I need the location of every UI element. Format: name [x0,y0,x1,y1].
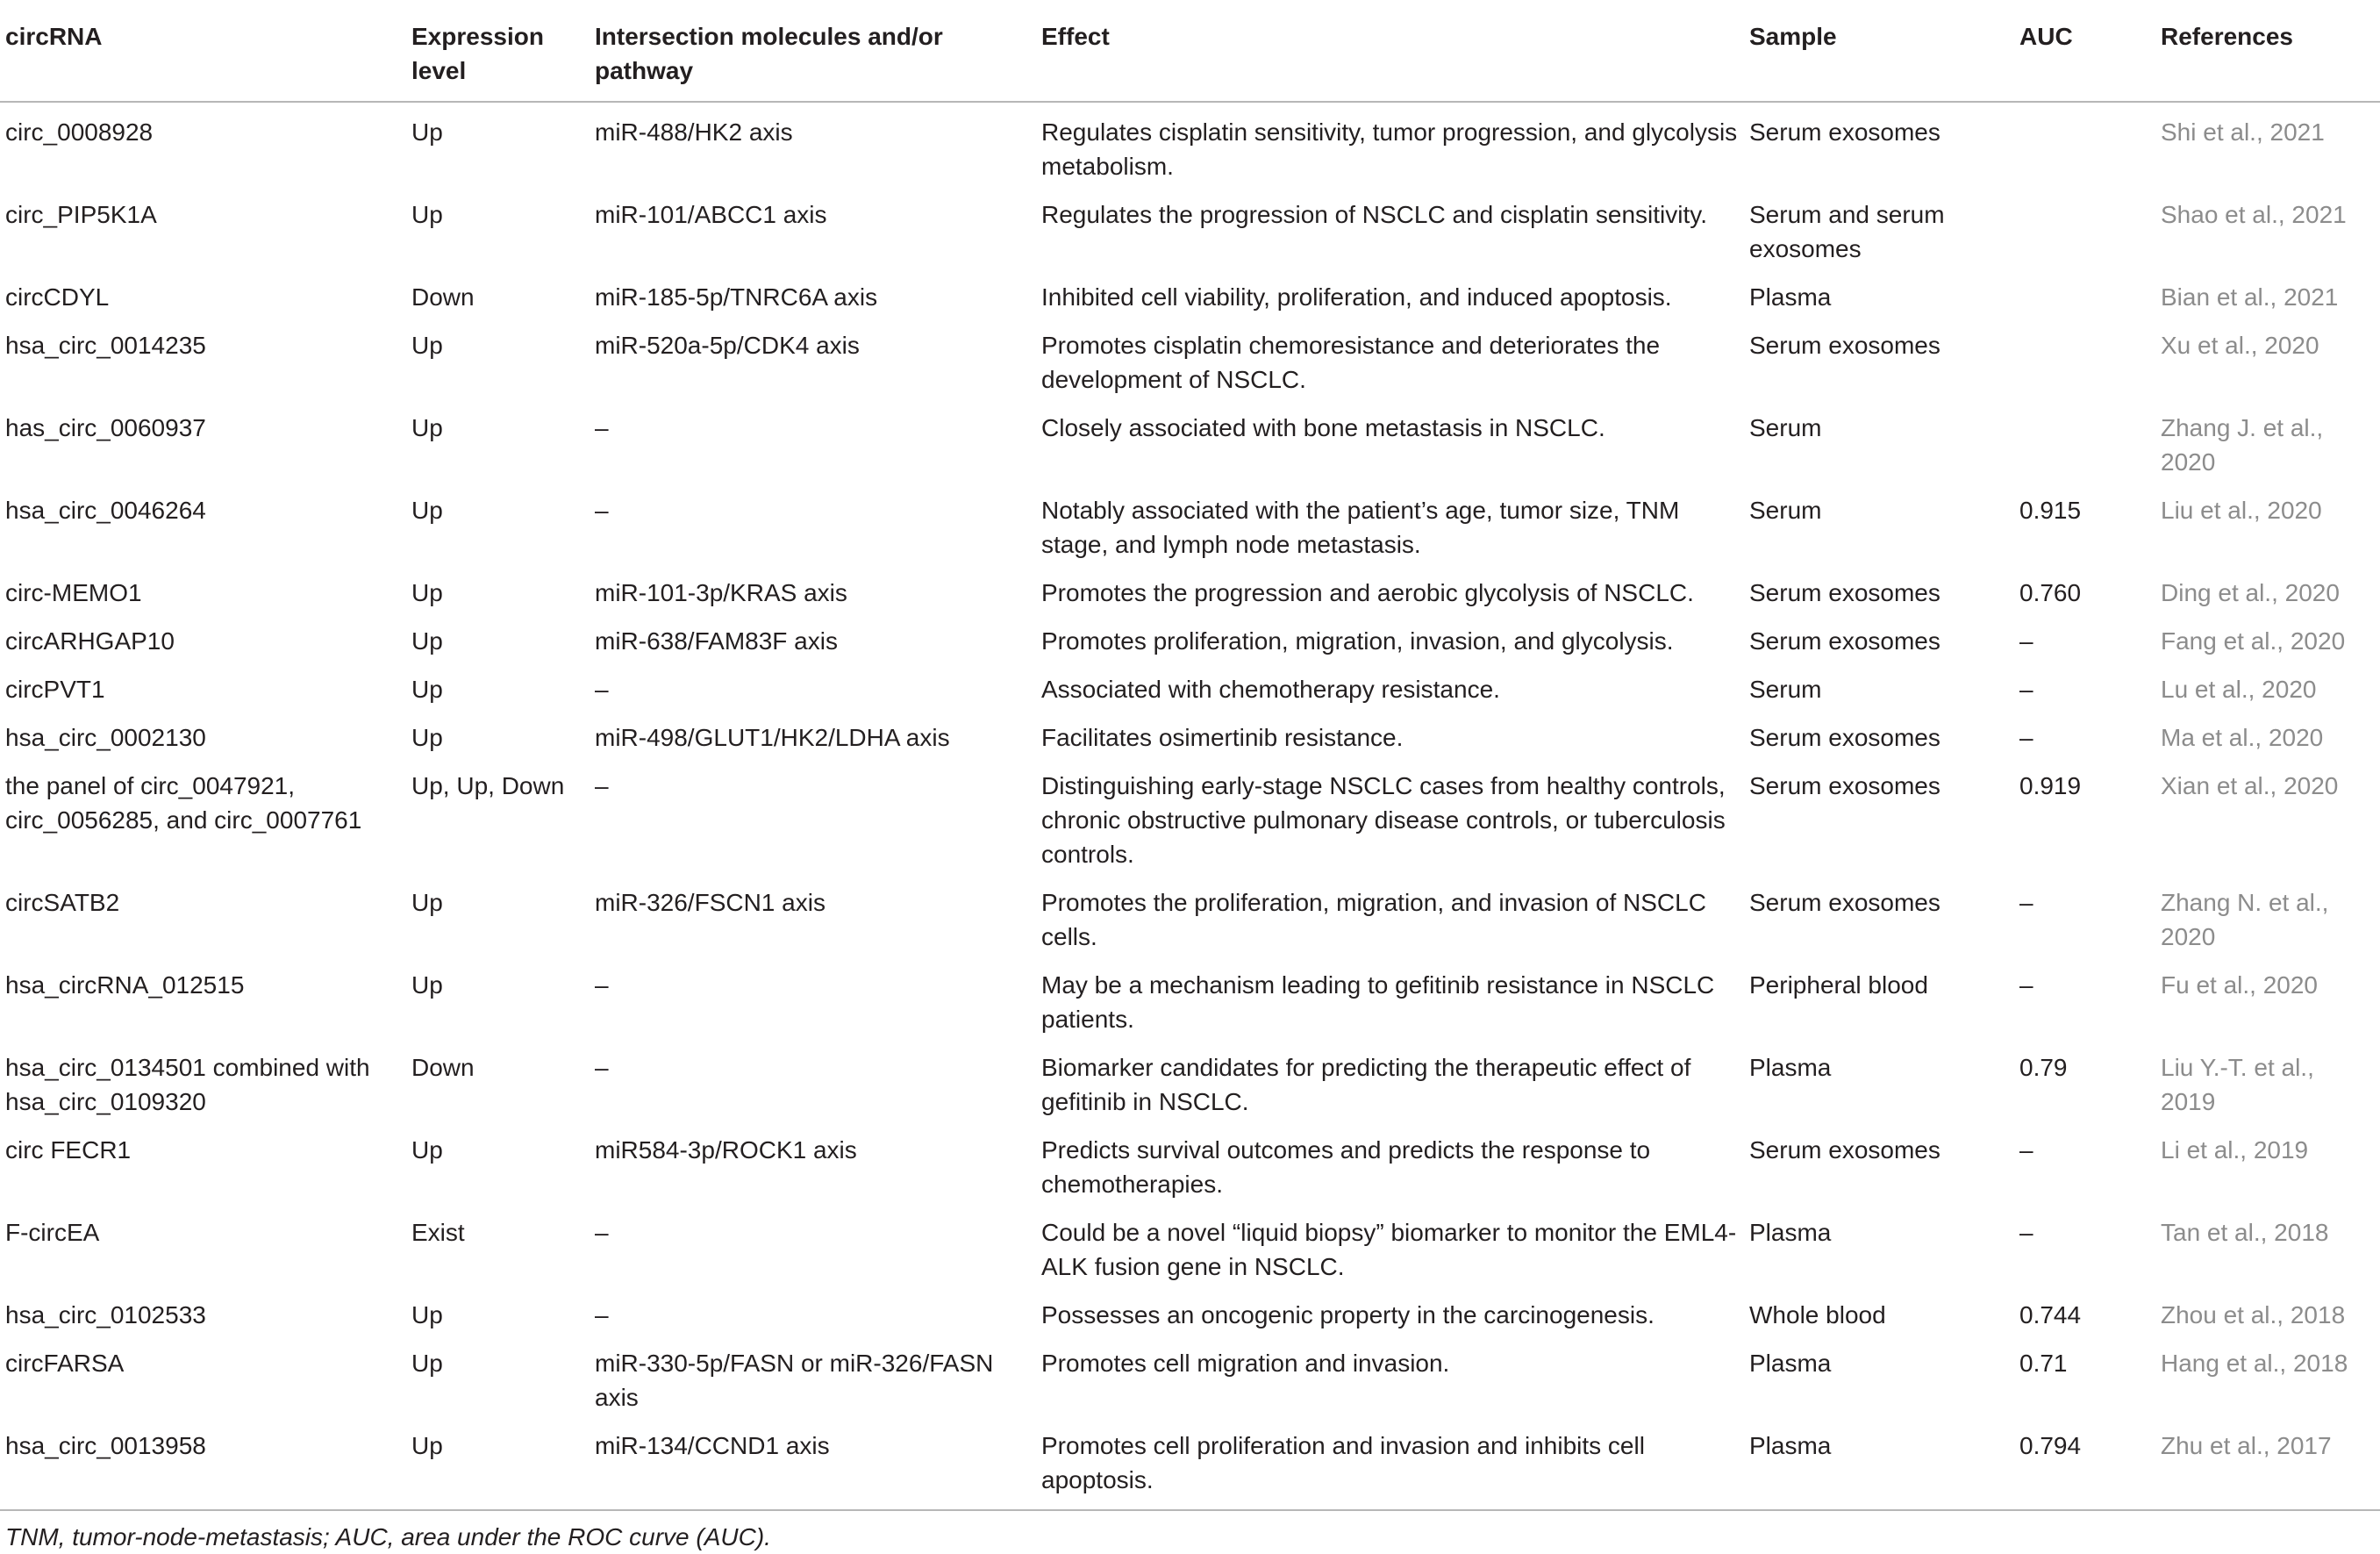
cell-pathway: miR-134/CCND1 axis [595,1432,830,1459]
cell-sample: Serum [1749,676,1822,703]
table-row [0,321,2380,404]
cell-auc [2014,321,2155,404]
cell-reference[interactable]: Xian et al., 2020 [2161,772,2339,799]
table-row [0,1339,2380,1422]
cell-expression-level: Up [411,579,443,606]
cell-circrna: hsa_circ_0102533 [5,1301,206,1328]
cell-effect: Regulates the progression of NSCLC and cisplatin sensitivity. [1041,201,1707,228]
cell-pathway: – [595,676,609,703]
cell-expression-level: Up [411,889,443,916]
cell-pathway: miR-185-5p/TNRC6A axis [595,283,878,311]
cell-expression-level: Up [411,1432,443,1459]
table-header [0,0,2380,102]
cell-effect: Closely associated with bone metastasis in NSCLC. [1041,414,1605,441]
cell-reference[interactable]: Li et al., 2019 [2161,1136,2309,1164]
cell-circrna: circPVT1 [5,676,105,703]
cell-circrna: has_circ_0060937 [5,414,206,441]
cell-expression-level: Up, Up, Down [411,772,565,799]
table-row [0,617,2380,665]
cell-auc [2014,273,2155,321]
cell-reference[interactable]: Shao et al., 2021 [2161,201,2347,228]
table-row [0,878,2380,961]
table-row [0,762,2380,878]
cell-auc [2014,404,2155,486]
cell-auc: – [2019,971,2033,999]
table-row [0,404,2380,486]
cell-circrna: circ FECR1 [5,1136,132,1164]
cell-sample: Serum exosomes [1749,332,1940,359]
cell-auc: 0.71 [2019,1350,2068,1377]
cell-pathway: – [595,971,609,999]
cell-auc: 0.79 [2019,1054,2068,1081]
table-row [0,1043,2380,1126]
cell-reference[interactable]: Shi et al., 2021 [2161,118,2325,146]
cell-sample: Serum exosomes [1749,118,1940,146]
cell-circrna: hsa_circ_0013958 [5,1432,206,1459]
cell-pathway: – [595,772,609,799]
table-row [0,1208,2380,1291]
cell-reference[interactable]: Liu Y.-T. et al., 2019 [2161,1054,2314,1115]
cell-effect: Promotes the proliferation, migration, and invasion of NSCLC cells. [1041,889,1706,950]
cell-pathway: miR-520a-5p/CDK4 axis [595,332,860,359]
cell-expression-level: Up [411,724,443,751]
cell-circrna: circCDYL [5,283,110,311]
cell-expression-level: Down [411,1054,475,1081]
cell-circrna: circARHGAP10 [5,627,175,655]
cell-effect: Promotes cisplatin chemoresistance and deteriorates the development of NSCLC. [1041,332,1661,393]
cell-auc: – [2019,676,2033,703]
cell-circrna: circFARSA [5,1350,125,1377]
cell-circrna: hsa_circRNA_012515 [5,971,245,999]
cell-pathway: miR584-3p/ROCK1 axis [595,1136,857,1164]
cell-sample: Plasma [1749,1219,1832,1246]
cell-effect: Distinguishing early-stage NSCLC cases from healthy controls, chronic obstructive pulmonary disease controls, or tuberculosis controls. [1041,772,1726,868]
cell-pathway: miR-498/GLUT1/HK2/LDHA axis [595,724,950,751]
cell-reference[interactable]: Lu et al., 2020 [2161,676,2317,703]
cell-auc: – [2019,724,2033,751]
cell-reference[interactable]: Fu et al., 2020 [2161,971,2319,999]
cell-effect: Possesses an oncogenic property in the carcinogenesis. [1041,1301,1655,1328]
cell-circrna: the panel of circ_0047921, circ_0056285, and circ_0007761 [5,772,362,834]
cell-effect: May be a mechanism leading to gefitinib resistance in NSCLC patients. [1041,971,1715,1033]
cell-expression-level: Up [411,414,443,441]
header-row [0,0,2380,102]
table-body [0,102,2380,1510]
cell-pathway: miR-326/FSCN1 axis [595,889,825,916]
cell-sample: Plasma [1749,1054,1832,1081]
cell-expression-level: Up [411,1350,443,1377]
cell-sample: Serum and serum exosomes [1749,201,1945,262]
cell-auc: 0.760 [2019,579,2082,606]
cell-pathway: – [595,1219,609,1246]
cell-expression-level: Up [411,118,443,146]
cell-circrna: hsa_circ_0046264 [5,497,206,524]
table-row [0,569,2380,617]
header-expression-level: Expression level [411,23,544,84]
table-row [0,190,2380,273]
cell-auc [2014,102,2155,190]
cell-pathway: – [595,414,609,441]
cell-expression-level: Up [411,1301,443,1328]
cell-sample: Plasma [1749,1432,1832,1459]
cell-auc: 0.915 [2019,497,2082,524]
cell-effect: Predicts survival outcomes and predicts the response to chemotherapies. [1041,1136,1651,1198]
table-footnote: TNM, tumor-node-metastasis; AUC, area under the ROC curve (AUC). [5,1523,771,1550]
cell-sample: Plasma [1749,1350,1832,1377]
cell-effect: Promotes cell proliferation and invasion and inhibits cell apoptosis. [1041,1432,1645,1493]
cell-auc: – [2019,1136,2033,1164]
cell-sample: Serum exosomes [1749,772,1940,799]
cell-reference[interactable]: Zhu et al., 2017 [2161,1432,2332,1459]
table-row [0,1291,2380,1339]
cell-auc: 0.919 [2019,772,2082,799]
cell-pathway: miR-101-3p/KRAS axis [595,579,847,606]
table-row [0,1126,2380,1208]
cell-pathway: – [595,1054,609,1081]
cell-expression-level: Up [411,971,443,999]
cell-reference[interactable]: Liu et al., 2020 [2161,497,2322,524]
cell-sample: Serum exosomes [1749,627,1940,655]
cell-expression-level: Up [411,627,443,655]
cell-pathway: miR-638/FAM83F axis [595,627,838,655]
cell-auc: – [2019,889,2033,916]
header-effect: Effect [1041,23,1110,50]
cell-auc: – [2019,1219,2033,1246]
cell-circrna: circ_PIP5K1A [5,201,157,228]
cell-sample: Peripheral blood [1749,971,1928,999]
cell-sample: Serum exosomes [1749,579,1940,606]
cell-sample: Serum [1749,497,1822,524]
cell-pathway: miR-330-5p/FASN or miR-326/FASN axis [595,1350,994,1411]
table-row [0,102,2380,190]
cell-circrna: hsa_circ_0014235 [5,332,206,359]
cell-sample: Plasma [1749,283,1832,311]
cell-circrna: hsa_circ_0002130 [5,724,206,751]
cell-effect: Promotes the progression and aerobic glycolysis of NSCLC. [1041,579,1694,606]
table-row [0,713,2380,762]
cell-reference[interactable]: Hang et al., 2018 [2161,1350,2348,1377]
cell-effect: Could be a novel “liquid biopsy” biomarker to monitor the EML4-ALK fusion gene in NSCLC. [1041,1219,1737,1280]
cell-expression-level: Up [411,497,443,524]
cell-auc: 0.794 [2019,1432,2082,1459]
header-auc: AUC [2019,23,2073,50]
header-intersection-pathway: Intersection molecules and/or pathway [595,23,943,84]
cell-reference[interactable]: Bian et al., 2021 [2161,283,2339,311]
cell-reference[interactable]: Xu et al., 2020 [2161,332,2319,359]
cell-auc: – [2019,627,2033,655]
cell-effect: Facilitates osimertinib resistance. [1041,724,1404,751]
cell-circrna: hsa_circ_0134501 combined with hsa_circ_0109320 [5,1054,370,1115]
cell-sample: Serum exosomes [1749,724,1940,751]
cell-effect: Promotes cell migration and invasion. [1041,1350,1450,1377]
cell-effect: Regulates cisplatin sensitivity, tumor progression, and glycolysis metabolism. [1041,118,1738,180]
cell-circrna: circ-MEMO1 [5,579,142,606]
cell-pathway: miR-488/HK2 axis [595,118,793,146]
cell-reference[interactable]: Zhang J. et al., 2020 [2161,414,2324,476]
cell-effect: Promotes proliferation, migration, invasion, and glycolysis. [1041,627,1674,655]
cell-auc: 0.744 [2019,1301,2082,1328]
cell-effect: Notably associated with the patient’s age, tumor size, TNM stage, and lymph node metastasis. [1041,497,1680,558]
cell-pathway: miR-101/ABCC1 axis [595,201,827,228]
cell-reference[interactable]: Zhang N. et al., 2020 [2161,889,2329,950]
cell-reference[interactable]: Ma et al., 2020 [2161,724,2324,751]
cell-sample: Serum exosomes [1749,889,1940,916]
cell-expression-level: Up [411,676,443,703]
header-references: References [2161,23,2293,50]
cell-sample: Serum [1749,414,1822,441]
header-circrna: circRNA [5,23,103,50]
cell-expression-level: Up [411,332,443,359]
cell-circrna: circSATB2 [5,889,120,916]
cell-reference[interactable]: Zhou et al., 2018 [2161,1301,2346,1328]
cell-reference[interactable]: Ding et al., 2020 [2161,579,2340,606]
cell-effect: Associated with chemotherapy resistance. [1041,676,1500,703]
cell-circrna: circ_0008928 [5,118,154,146]
cell-circrna: F-circEA [5,1219,100,1246]
header-sample: Sample [1749,23,1837,50]
table-row [0,273,2380,321]
cell-pathway: – [595,497,609,524]
cell-sample: Serum exosomes [1749,1136,1940,1164]
cell-expression-level: Up [411,201,443,228]
cell-reference[interactable]: Tan et al., 2018 [2161,1219,2329,1246]
table-row [0,961,2380,1043]
cell-effect: Biomarker candidates for predicting the therapeutic effect of gefitinib in NSCLC. [1041,1054,1691,1115]
cell-expression-level: Up [411,1136,443,1164]
cell-expression-level: Down [411,283,475,311]
cell-expression-level: Exist [411,1219,465,1246]
cell-auc [2014,190,2155,273]
cell-reference[interactable]: Fang et al., 2020 [2161,627,2346,655]
cell-pathway: – [595,1301,609,1328]
table-row [0,486,2380,569]
table-row [0,1422,2380,1510]
table-row [0,665,2380,713]
cell-effect: Inhibited cell viability, proliferation, and induced apoptosis. [1041,283,1672,311]
cell-sample: Whole blood [1749,1301,1886,1328]
